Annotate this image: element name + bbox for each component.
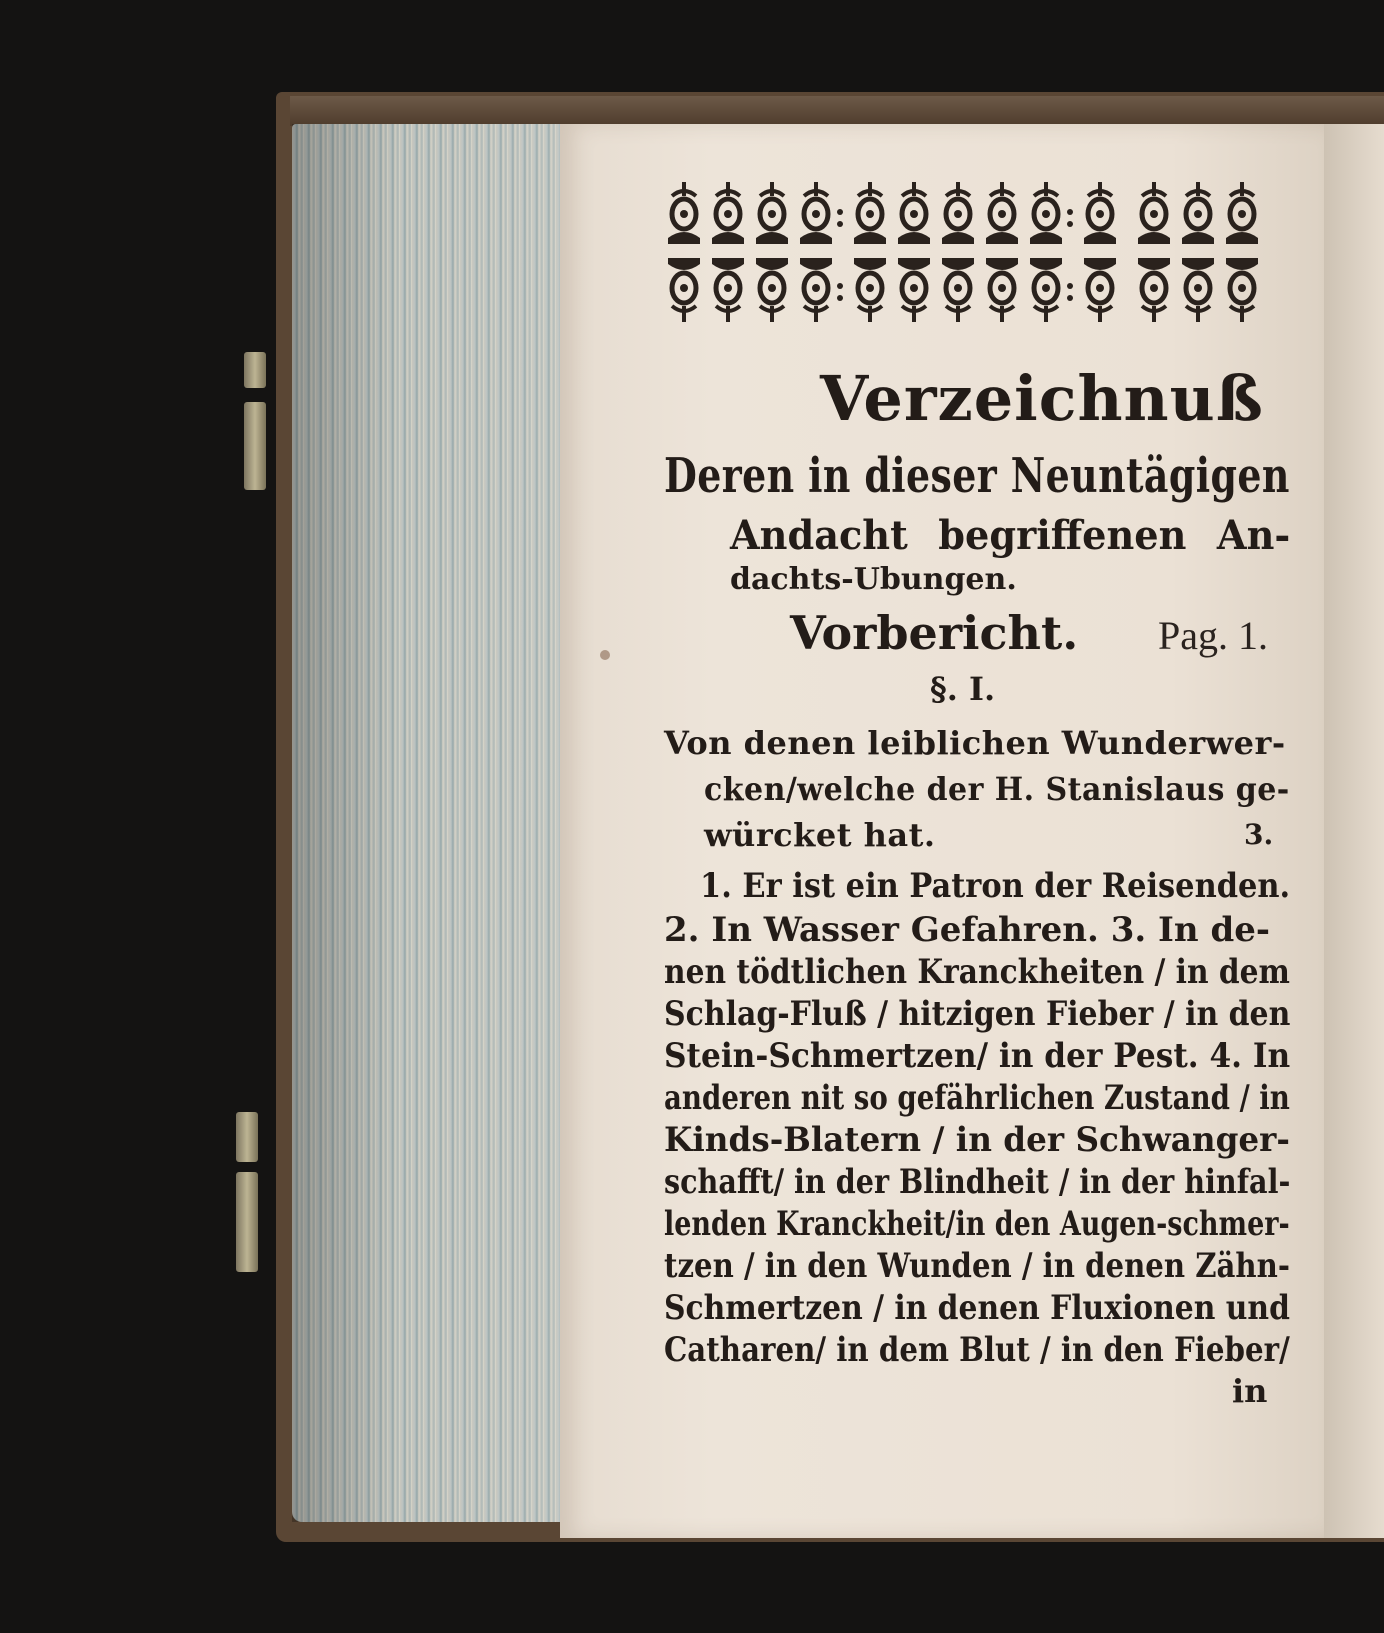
body-line: anderen nit so gefährlichen Zustand / in — [664, 1078, 1290, 1118]
body-line: Catharen/ in dem Blut / in den Fieber/ — [664, 1330, 1290, 1370]
body-line: Stein-Schmertzen/ in der Pest. 4. In — [664, 1036, 1291, 1076]
clasp-hinge-top-lower — [244, 402, 266, 490]
body-line: Kinds-Blatern / in der Schwanger- — [664, 1120, 1290, 1160]
body-line: lenden Kranckheit/in den Augen-schmer- — [664, 1204, 1290, 1244]
next-page-edge — [1324, 124, 1384, 1538]
paragraph-mark: §. I. — [930, 670, 996, 708]
body-line: 1. Er ist ein Patron der Reisenden. — [700, 866, 1291, 906]
section-page-ref: Pag. 1. — [1158, 613, 1268, 658]
body-line: Schlag-Fluß / hitzigen Fieber / in den — [664, 994, 1291, 1034]
body-line: Schmertzen / in denen Fluxionen und — [664, 1288, 1290, 1328]
section-heading: Vorbericht. — [790, 606, 1079, 660]
subtitle-line-1: Deren in dieser Neuntägigen — [664, 448, 1290, 504]
catchword: in — [1232, 1372, 1268, 1410]
body-line: schafft/ in der Blindheit / in der hinfal- — [664, 1162, 1291, 1202]
book-top-edge — [290, 96, 1384, 126]
body-line: nen tödtlichen Kranckheiten / in dem — [664, 952, 1290, 992]
entry-line-2: cken/welche der H. Stanislaus ge- — [704, 770, 1290, 808]
subtitle-line-2: Andacht begriffenen An- — [730, 512, 1291, 559]
entry-page-number: 3. — [1244, 818, 1274, 851]
page-stain — [600, 650, 610, 660]
entry-line-3: würcket hat. — [704, 816, 936, 854]
page-title: Verzeichnuß — [820, 362, 1264, 435]
clasp-hinge-bottom-lower — [236, 1172, 258, 1272]
body-line: 2. In Wasser Gefahren. 3. In de- — [664, 910, 1271, 950]
page-edges — [292, 124, 562, 1522]
clasp-hinge-bottom — [236, 1112, 258, 1162]
body-line: tzen / in den Wunden / in denen Zähn- — [664, 1246, 1290, 1286]
ornament-border — [664, 182, 1282, 328]
entry-line-1: Von denen leiblichen Wunderwer- — [664, 724, 1286, 762]
subtitle-line-3: dachts-Ubungen. — [730, 562, 1017, 597]
clasp-hinge-top — [244, 352, 266, 388]
